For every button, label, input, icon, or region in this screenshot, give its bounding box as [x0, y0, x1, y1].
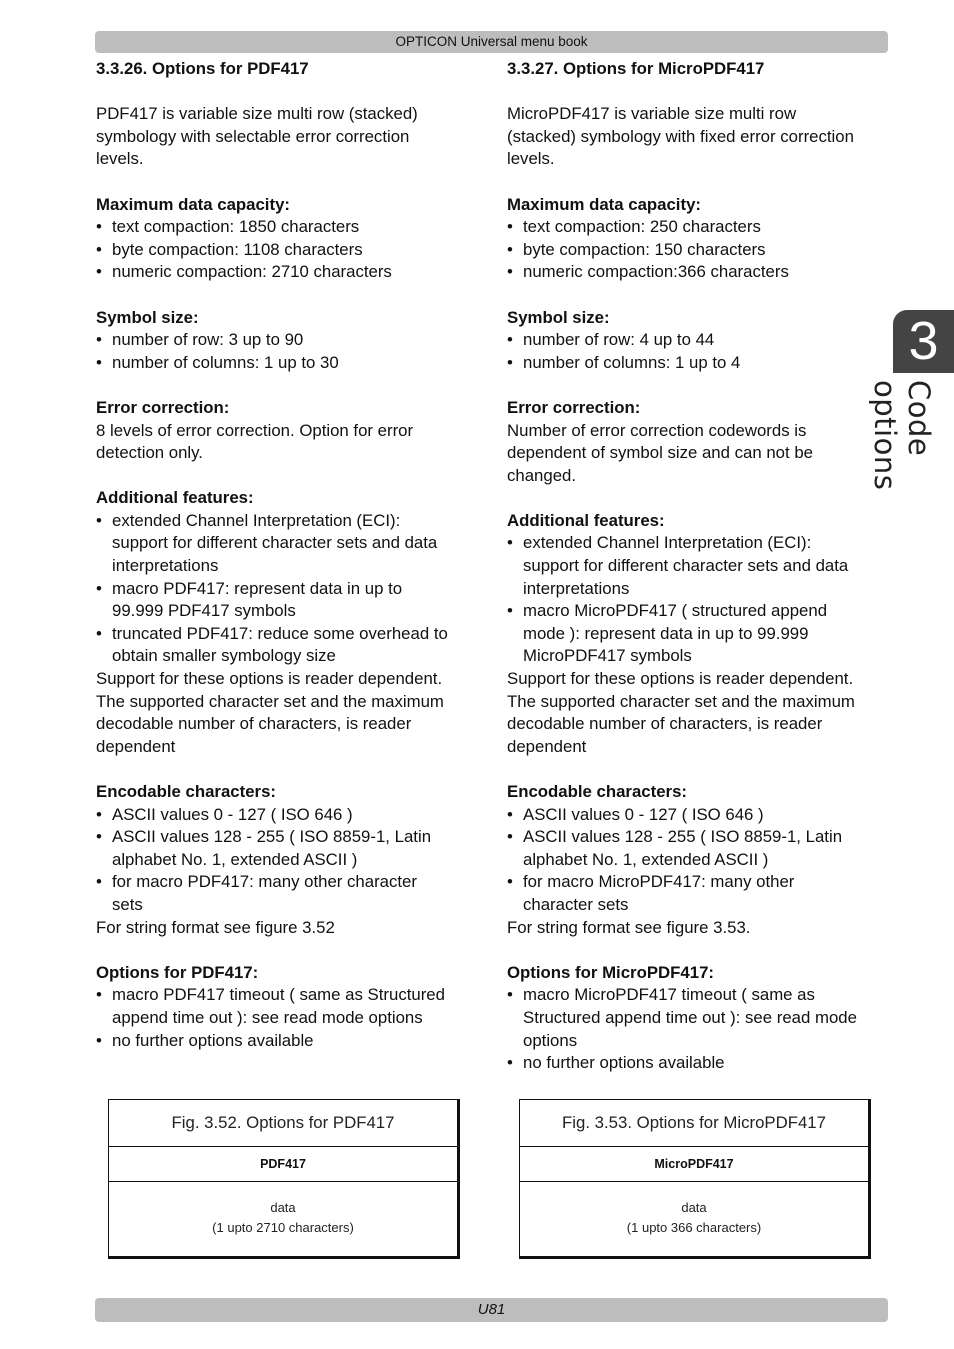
- list-item: • number of row: 3 up to 90: [96, 329, 476, 352]
- features-heading: Additional features:: [96, 488, 254, 508]
- bullet-list: [507, 984, 887, 1074]
- list-item-line: • ASCII values 128 - 255 ( ISO 8859-1, Latin: [112, 827, 432, 847]
- capacity-heading: Maximum data capacity:: [96, 194, 290, 214]
- error-correction-heading: Error correction:: [507, 397, 641, 417]
- list-item: • number of columns: 1 up to 4: [507, 352, 887, 375]
- encodable-heading: Encodable characters:: [507, 782, 688, 801]
- features-note-line: decodable number of characters, is reader: [507, 714, 823, 734]
- figure-data-range: (1 upto 2710 characters): [212, 1220, 354, 1235]
- list-item: [507, 804, 887, 827]
- list-item-line: sets: [112, 894, 143, 914]
- symbol-size-heading: Symbol size:: [507, 307, 610, 327]
- list-item-line: • macro PDF417 timeout ( same as Structured: [112, 985, 445, 1005]
- symbol-size-heading: Symbol size:: [96, 307, 199, 327]
- page-header: OPTICON Universal menu book: [95, 31, 888, 53]
- intro-line: symbology with selectable error correction: [96, 126, 410, 146]
- bullet-list: [96, 329, 476, 374]
- list-item-line: append time out ): see read mode options: [112, 1007, 423, 1027]
- bullet-list: [507, 329, 887, 374]
- intro-line: levels.: [507, 149, 555, 169]
- list-item-line: character sets: [523, 894, 629, 914]
- features-heading: Additional features:: [507, 510, 665, 530]
- list-item: [507, 600, 887, 668]
- features-note-line: dependent: [507, 736, 587, 756]
- bullet-list: [507, 532, 887, 668]
- figure-data-label: data: [270, 1200, 296, 1215]
- left-column: [96, 58, 476, 1052]
- list-item: • text compaction: 1850 characters: [96, 216, 476, 239]
- list-item: • numeric compaction: 2710 characters: [96, 261, 476, 284]
- list-item-line: interpretations: [112, 556, 219, 576]
- encodable-heading: Encodable characters:: [96, 782, 277, 801]
- list-item: • byte compaction: 150 characters: [507, 239, 887, 262]
- options-heading: Options for PDF417:: [96, 962, 259, 982]
- list-item: [96, 984, 476, 1029]
- figure-symbology-name: MicroPDF417: [520, 1147, 868, 1182]
- list-item-line: MicroPDF417 symbols: [523, 646, 692, 666]
- list-item-line: support for different character sets and data: [112, 533, 438, 553]
- list-item: [96, 623, 476, 668]
- features-note-line: decodable number of characters, is reader: [96, 714, 412, 734]
- list-item-line: • ASCII values 0 - 127 ( ISO 646 ): [112, 804, 353, 824]
- error-correction-line: changed.: [507, 465, 577, 485]
- intro-line: MicroPDF417 is variable size multi row: [507, 104, 797, 124]
- list-item-line: obtain smaller symbology size: [112, 646, 336, 666]
- chapter-number-tab: 3: [893, 310, 954, 373]
- figure-data-label: data: [681, 1200, 707, 1215]
- intro-line: levels.: [96, 149, 144, 169]
- list-item: • numeric compaction:366 characters: [507, 261, 887, 284]
- error-correction-line: 8 levels of error correction. Option for error: [96, 420, 414, 440]
- list-item-line: • ASCII values 128 - 255 ( ISO 8859-1, Latin: [523, 827, 843, 847]
- list-item-line: support for different character sets and data: [523, 556, 849, 576]
- section-title: 3.3.27. Options for MicroPDF417: [507, 59, 765, 78]
- intro-line: (stacked) symbology with fixed error correction: [507, 126, 854, 146]
- error-correction-line: Number of error correction codewords is: [507, 420, 807, 440]
- features-note-line: Support for these options is reader dependent.: [507, 669, 854, 689]
- bullet-list: [507, 804, 887, 917]
- list-item-line: options: [523, 1030, 578, 1050]
- chapter-side-title: Code options: [868, 380, 936, 491]
- error-correction-heading: Error correction:: [96, 397, 230, 417]
- figure-pdf417: [108, 1099, 460, 1259]
- intro-line: PDF417 is variable size multi row (stacked): [96, 104, 418, 124]
- right-column: [507, 58, 887, 1075]
- figure-caption: Fig. 3.53. Options for MicroPDF417: [520, 1100, 868, 1147]
- figure-data-cell: [109, 1182, 457, 1238]
- figure-symbology-name: PDF417: [109, 1147, 457, 1182]
- list-item-line: • macro MicroPDF417 ( structured append: [523, 601, 828, 621]
- list-item-line: 99.999 PDF417 symbols: [112, 601, 296, 621]
- list-item-line: Structured append time out ): see read mode: [523, 1007, 857, 1027]
- list-item-line: alphabet No. 1, extended ASCII ): [112, 849, 358, 869]
- list-item: [507, 1052, 887, 1075]
- list-item-line: • macro MicroPDF417 timeout ( same as: [523, 985, 815, 1005]
- features-note-line: The supported character set and the maximum: [507, 691, 855, 711]
- bullet-list: [96, 510, 476, 668]
- list-item-line: interpretations: [523, 578, 630, 598]
- bullet-list: [96, 804, 476, 917]
- bullet-list: [96, 984, 476, 1052]
- figure-caption: Fig. 3.52. Options for PDF417: [109, 1100, 457, 1147]
- list-item: [96, 1030, 476, 1053]
- list-item: [96, 871, 476, 916]
- list-item: [96, 804, 476, 827]
- list-item: [96, 826, 476, 871]
- features-note-line: Support for these options is reader dependent.: [96, 669, 443, 689]
- list-item-line: alphabet No. 1, extended ASCII ): [523, 849, 769, 869]
- list-item-line: • no further options available: [523, 1053, 725, 1073]
- list-item-line: • ASCII values 0 - 127 ( ISO 646 ): [523, 804, 764, 824]
- list-item: [507, 532, 887, 600]
- list-item-line: • extended Channel Interpretation (ECI):: [112, 510, 401, 530]
- error-correction-line: dependent of symbol size and can not be: [507, 443, 814, 463]
- list-item-line: • for macro MicroPDF417: many other: [523, 872, 795, 892]
- bullet-list: [507, 216, 887, 284]
- page-footer: U81: [95, 1298, 888, 1322]
- capacity-heading: Maximum data capacity:: [507, 194, 701, 214]
- list-item: [96, 510, 476, 578]
- list-item: [507, 871, 887, 916]
- figure-data-cell: [520, 1182, 868, 1238]
- features-note-line: The supported character set and the maximum: [96, 691, 444, 711]
- list-item-line: • truncated PDF417: reduce some overhead to: [112, 623, 448, 643]
- list-item: • byte compaction: 1108 characters: [96, 239, 476, 262]
- list-item-line: • extended Channel Interpretation (ECI):: [523, 533, 812, 553]
- figure-data-range: (1 upto 366 characters): [626, 1220, 762, 1235]
- list-item-line: • no further options available: [112, 1030, 314, 1050]
- list-item-line: • for macro PDF417: many other character: [112, 872, 417, 892]
- list-item: • text compaction: 250 characters: [507, 216, 887, 239]
- figure-micropdf417: [519, 1099, 871, 1259]
- list-item: [96, 578, 476, 623]
- string-format-note: For string format see figure 3.53.: [507, 917, 751, 937]
- list-item-line: • macro PDF417: represent data in up to: [112, 578, 403, 598]
- section-title: 3.3.26. Options for PDF417: [96, 59, 309, 78]
- error-correction-line: detection only.: [96, 443, 203, 463]
- list-item: [507, 826, 887, 871]
- list-item-line: mode ): represent data in up to 99.999: [523, 623, 809, 643]
- options-heading: Options for MicroPDF417:: [507, 962, 714, 982]
- string-format-note: For string format see figure 3.52: [96, 917, 335, 937]
- list-item: • number of row: 4 up to 44: [507, 329, 887, 352]
- list-item: [507, 984, 887, 1052]
- list-item: • number of columns: 1 up to 30: [96, 352, 476, 375]
- bullet-list: [96, 216, 476, 284]
- features-note-line: dependent: [96, 736, 176, 756]
